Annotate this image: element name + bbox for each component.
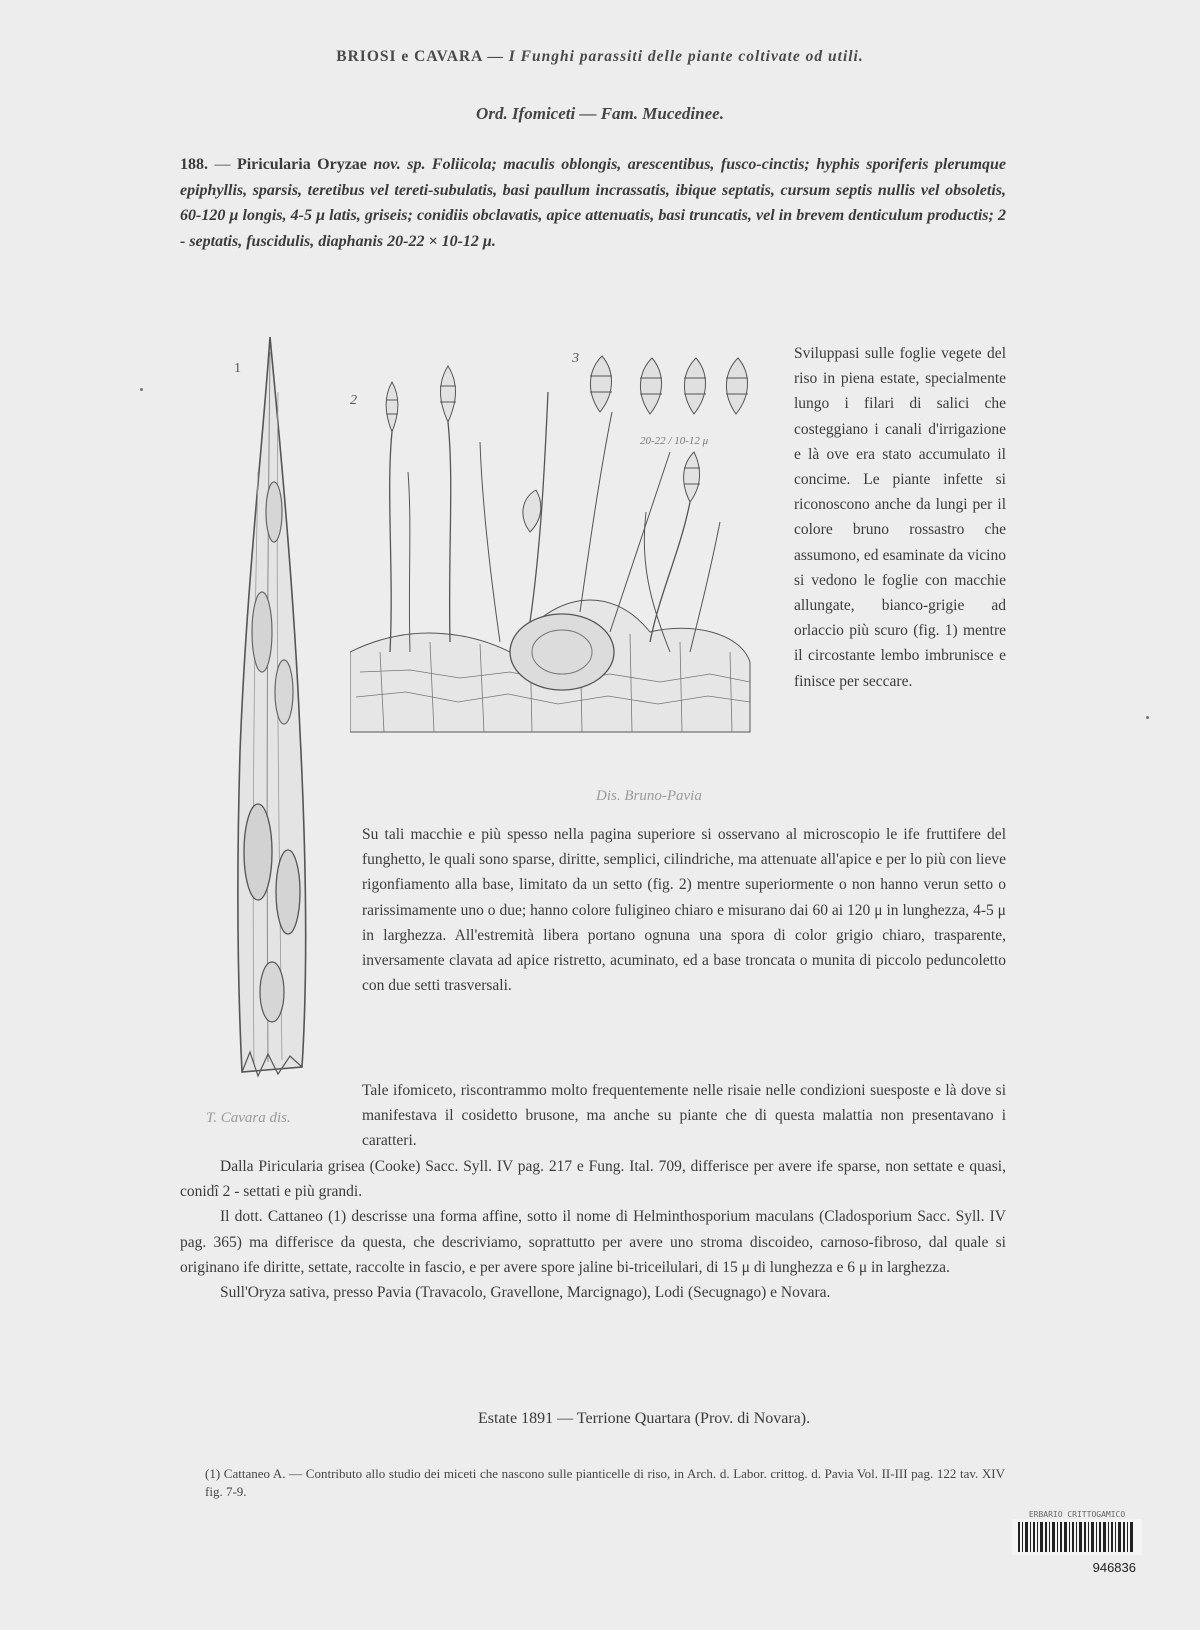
entry-number: 188.: [180, 156, 208, 173]
description-side-column: Sviluppasi sulle foglie vegete del riso in piena estate, specialmente lungo i filari di salici che costeggiano i canali d'irrigazione e là ove era stato accumulato il concime. Le piante infette si riconoscono anche da lungi per il colore bruno rossastro che assumono, ed esaminate da vicino si vedono le foglie con macchie allungate, bianco-grigie ad orlaccio più scuro (fig. 1) mentre il circostante lembo imbrunisce e finisce per seccare.: [794, 345, 1006, 690]
header-separator: —: [487, 48, 504, 65]
fig3-label: 3: [572, 352, 579, 366]
barcode-number: 946836: [1092, 1560, 1136, 1575]
entry-dash: —: [214, 156, 231, 173]
paragraph-grisea: Dalla Piricularia grisea (Cooke) Sacc. Syll. IV pag. 217 e Fung. Ital. 709, differisce per avere ife sparse, non settate e quasi, conidî 2 - settati e più grandi.: [180, 1158, 1006, 1201]
speck: [140, 388, 143, 391]
comparison-paragraphs: [180, 1154, 1006, 1305]
header-series-title: I Funghi parassiti delle piante coltivate od utili.: [508, 48, 864, 65]
collection-dateline: Estate 1891 — Terrione Quartara (Prov. di Novara).: [478, 1410, 811, 1427]
fig2-label: 2: [350, 393, 357, 408]
order-family-line: Ord. Ifomiceti — Fam. Mucedinee.: [476, 104, 724, 123]
microscope-illustration: [350, 352, 782, 762]
leaf-illustration: [232, 332, 322, 1092]
footnote: (1) Cattaneo A. — Contributo allo studio dei miceti che nascono sulle pianticelle di riso, in Arch. d. Labor. crittog. d. Pavia Vol. II-III pag. 122 tav. XIV fig. 7-9.: [205, 1466, 1005, 1499]
scale-note: 20-22 / 10-12 μ: [640, 435, 709, 447]
species-entry: [180, 152, 1006, 254]
species-name: Piricularia Oryzae: [236, 156, 367, 173]
header-authors: BRIOSI e CAVARA: [336, 48, 483, 65]
fig1-label: 1: [234, 361, 241, 376]
description-body: Su tali macchie e più spesso nella pagina superiore si osservano al microscopio le ife fruttifere del funghetto, le quali sono sparse, diritte, semplici, cilindriche, ma attenuate all'apice e per lo più con lieve rigonfiamento alla base, limitato da un setto (fig. 2) mentre superiormente o non hanno verun setto o rarissimamente uno o due; hanno colore fuligineo chiaro e misurano dai 60 ai 120 μ in lunghezza, 4-5 μ in larghezza. All'estremità libera portano ognuna una spora di color grigio chiaro, trasparente, inversamente clavata ad apice ristretto, acuminato, ed a base troncata o munita di piccolo peduncoletto con due setti trasversali.: [362, 826, 1006, 995]
running-header: [0, 48, 1200, 66]
barcode-icon: [1012, 1519, 1142, 1555]
speck: [1146, 716, 1149, 719]
latin-diagnosis: nov. sp. Foliicola; maculis oblongis, arescentibus, fusco-cinctis; hyphis sporiferis plerumque epiphyllis, sparsis, teretibus vel tereti-subulatis, basi paullum incrassatis, ibique septatis, cursum septis nullis vel obsoletis, 60-120 μ longis, 4-5 μ latis, griseis; conidiis obclavatis, apice attenuatis, basi truncatis, vel in brevem denticulum productis; 2 - septatis, fuscidulis, diaphanis 20-22 × 10-12 μ.: [180, 156, 1007, 250]
description-body-2: Tale ifomiceto, riscontrammo molto frequentemente nelle risaie nelle condizioni suesposte e là dove si manifestava il cosidetto brusone, ma anche su piante che di questa malattia non presentavano i caratteri.: [362, 1082, 1006, 1150]
specimen-barcode-label: [1012, 1510, 1142, 1586]
barcode-caption: ERBARIO CRITTOGAMICO: [1028, 1510, 1126, 1519]
paragraph-localities: Sull'Oryza sativa, presso Pavia (Travacolo, Gravellone, Marcignago), Lodi (Secugnago) e Novara.: [220, 1284, 831, 1302]
artist-signature-leaf: T. Cavara dis.: [206, 1110, 291, 1126]
paragraph-cattaneo: Il dott. Cattaneo (1) descrisse una forma affine, sotto il nome di Helminthosporium maculans (Cladosporium Sacc. Syll. IV pag. 365) ma differisce da questa, che descriviamo, soprattutto per avere uno stroma discoideo, carnoso-fibroso, dal quale si originano ife diritte, settate, raccolte in fascio, e per avere spore jaline bi-triceilulari, di 15 μ di lunghezza e 6 μ in larghezza.: [180, 1208, 1006, 1276]
artist-signature-micro: Dis. Bruno-Pavia: [596, 788, 702, 804]
